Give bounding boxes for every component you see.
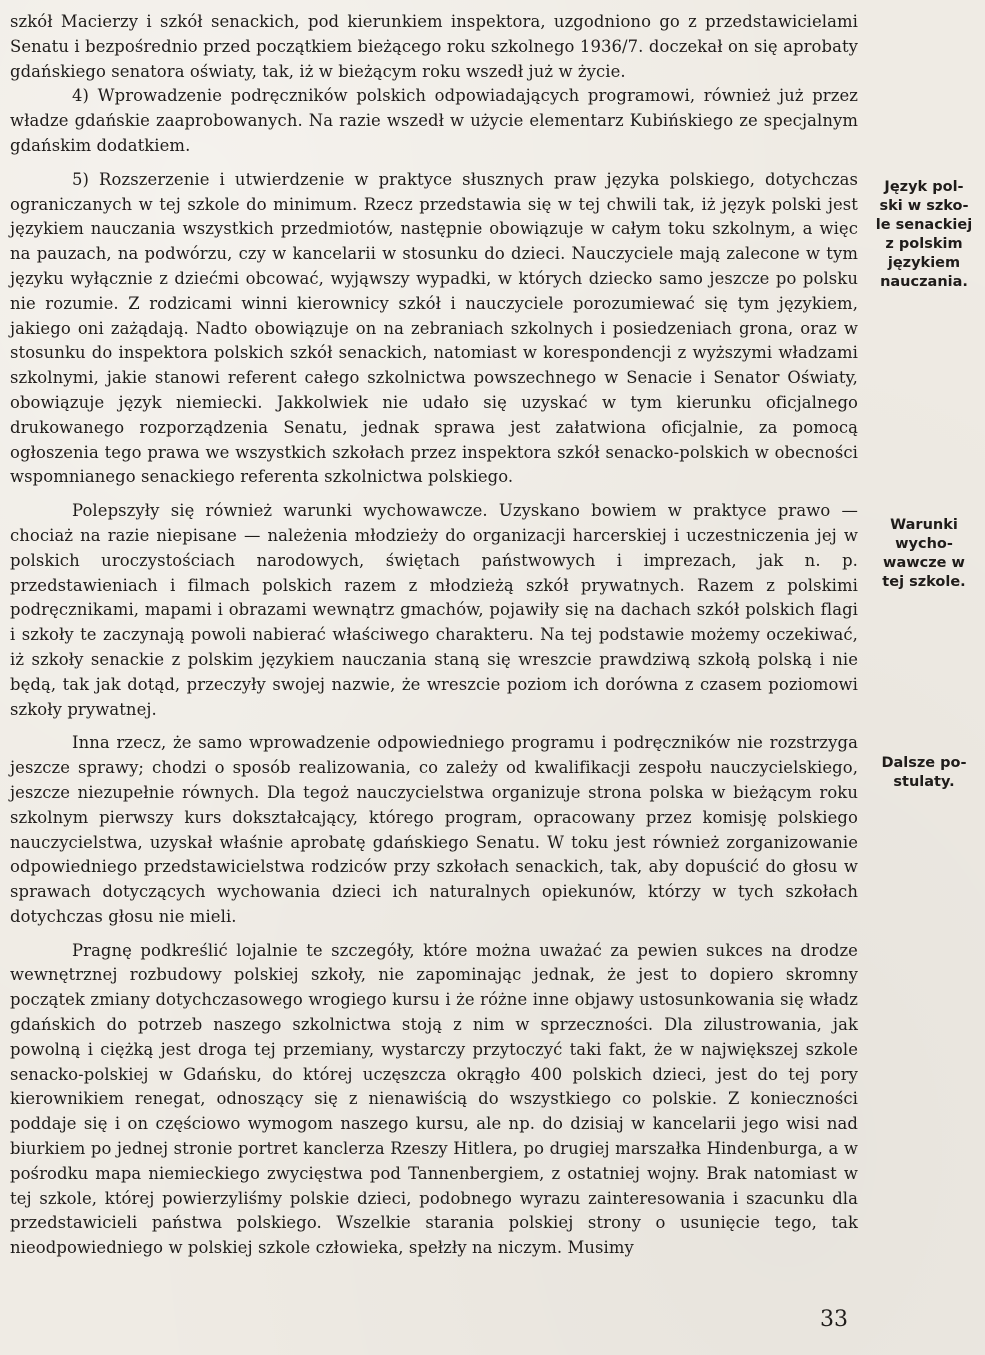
margin-note-line: ski w szko- (879, 198, 969, 214)
main-text-column (10, 10, 858, 1261)
margin-note-line: Dalsze po- (881, 755, 967, 771)
margin-note-line: le senackiej (875, 217, 973, 233)
margin-note-polish-language (868, 178, 980, 292)
margin-note-line: z polskim (885, 236, 963, 252)
margin-note-line: stulaty. (893, 774, 955, 790)
paragraph-loyal-emphasis: Pragnę podkreślić lojalnie te szczegóły, które można uważać za pewien sukces na drodze wewnętrznej rozbudowy polskiej szkoły, nie zapominając jednak, że jest to dopiero skromny początek zmiany dotychczasowego wrogiego kursu i że różne inne objawy ustosunkowania się władz gdańskich do potrzeb naszego szkolnictwa stoją z nim w sprzeczności. Dla zilustrowania, jak powolną i ciężką jest droga tej przemiany, wystarczy przytoczyć taki fakt, że w największej szkole senacko-polskiej w Gdańsku, do której uczęszcza okrągło 400 polskich dzieci, jest do tej pory kierownikiem renegat, odnoszący się z nienawiścią do wszystkiego co polskie. Z konieczności poddaje się i on częściowo wymogom naszego kursu, ale np. do dzisiaj w kancelarii jego wisi nad biurkiem po jednej stronie portret kanclerza Rzeszy Hitlera, po drugiej marszałka Hindenburga, a w pośrodku mapa niemieckiego zwycięstwa pod Tannenbergiem, z ostatniej wojny. Brak natomiast w tej szkole, której powierzyliśmy polskie dzieci, podobnego wyrazu zainteresowania i szacunku dla przedstawicieli państwa polskiego. Wszelkie starania polskiej strony o usunięcie tego, tak nieodpowiedniego w polskiej szkole człowieka, spełzły na niczym. Musimy (10, 940, 858, 1258)
margin-note-line: wycho- (895, 536, 953, 552)
margin-note-line: wawcze w (883, 555, 965, 571)
paragraph-educational-conditions: Polepszyły się również warunki wychowawcze. Uzyskano bowiem w praktyce prawo — chociaż na razie niepisane — należenia młodzieży do organizacji harcerskiej i uczestniczenia jej w polskich uroczystościach narodowych, świętach państwowych i imprezach, jak n. p. przedstawieniach i filmach polskich razem z młodzieżą szkół prywatnych. Razem z polskimi podręcznikami, mapami i obrazami wewnątrz gmachów, pojawiły się na dachach szkół polskich flagi i szkoły te zaczynają powoli nabierać właściwego charakteru. Na tej podstawie możemy oczekiwać, iż szkoły senackie z polskim językiem nauczania staną się wreszcie prawdziwą szkołą polską i nie będą, tak jak dotąd, przeczyły swojej nazwie, że wreszcie poziom ich dorówna z czasem poziomowi szkoły prywatnej. (10, 501, 858, 719)
margin-note-further-postulates (868, 754, 980, 792)
margin-note-line: tej szkole. (882, 574, 966, 590)
margin-note-line: nauczania. (880, 274, 968, 290)
margin-note-line: Język pol- (884, 179, 964, 195)
margin-note-line: językiem (887, 255, 961, 271)
paragraph-point-4: 4) Wprowadzenie podręczników polskich odpowiadających programowi, również już przez władze gdańskie zaaprobowanych. Na razie wszedł w użycie elementarz Kubińskiego ze specjalnym gdańskim dodatkiem. (10, 86, 858, 155)
margin-note-line: Warunki (890, 517, 958, 533)
paragraph-continuation: szkół Macierzy i szkół senackich, pod kierunkiem inspektora, uzgodniono go z przedstawicielami Senatu i bezpośrednio przed początkiem bieżącego roku szkolnego 1936/7. doczekał on się aprobaty gdańskiego senatora oświaty, tak, iż w bieżącym roku wszedł już w życie. (10, 12, 858, 81)
margin-note-educational-conditions (868, 516, 980, 592)
page-number: 33 (820, 1307, 848, 1332)
paragraph-point-5: 5) Rozszerzenie i utwierdzenie w praktyce słusznych praw języka polskiego, dotychczas ograniczanych w tej szkole do minimum. Rzecz przedstawia się w tej chwili tak, iż język polski jest językiem nauczania wszystkich przedmiotów, następnie obowiązuje w całym toku szkolnym, a więc na pauzach, na podwórzu, czy w kancelarii w stosunku do dzieci. Nauczyciele mają zalecone w tym języku wyłącznie z dziećmi obcować, wyjąwszy wypadki, w których dziecko samo jeszcze po polsku nie rozumie. Z rodzicami winni kierownicy szkół i nauczyciele porozumiewać się tym językiem, jakiego oni zażądają. Nadto obowiązuje on na zebraniach szkolnych i posiedzeniach grona, oraz w stosunku do inspektora polskich szkół senackich, natomiast w korespondencji z wyższymi władzami szkolnymi, jakie stanowi referent całego szkolnictwa powszechnego w Senacie i Senator Oświaty, obowiązuje język niemiecki. Jakkolwiek nie udało się uzyskać w tym kierunku oficjalnego drukowanego rozporządzenia Senatu, jednak sprawa jest załatwiona oficjalnie, za pomocą ogłoszenia tego prawa we wszystkich szkołach przez inspektora szkół senacko-polskich w obecności wspomnianego senackiego referenta szkolnictwa polskiego. (10, 169, 858, 487)
paragraph-further-postulates: Inna rzecz, że samo wprowadzenie odpowiedniego programu i podręczników nie rozstrzyga jeszcze sprawy; chodzi o sposób realizowania, co zależy od kwalifikacji zespołu nauczycielskiego, jeszcze niezupełnie równych. Dla tegoż nauczycielstwa organizuje strona polska w bieżącym roku szkolnym pierwszy kurs dokształcający, którego program, opracowany przez komisję polskiego nauczycielstwa, uzyskał właśnie aprobatę gdańskiego Senatu. W toku jest również zorganizowanie odpowiedniego przedstawicielstwa rodziców przy szkołach senackich, tak, aby dopuścić do głosu w sprawach dotyczących wychowania dzieci ich naturalnych opiekunów, którzy w tych szkołach dotychczas głosu nie mieli. (10, 733, 858, 926)
